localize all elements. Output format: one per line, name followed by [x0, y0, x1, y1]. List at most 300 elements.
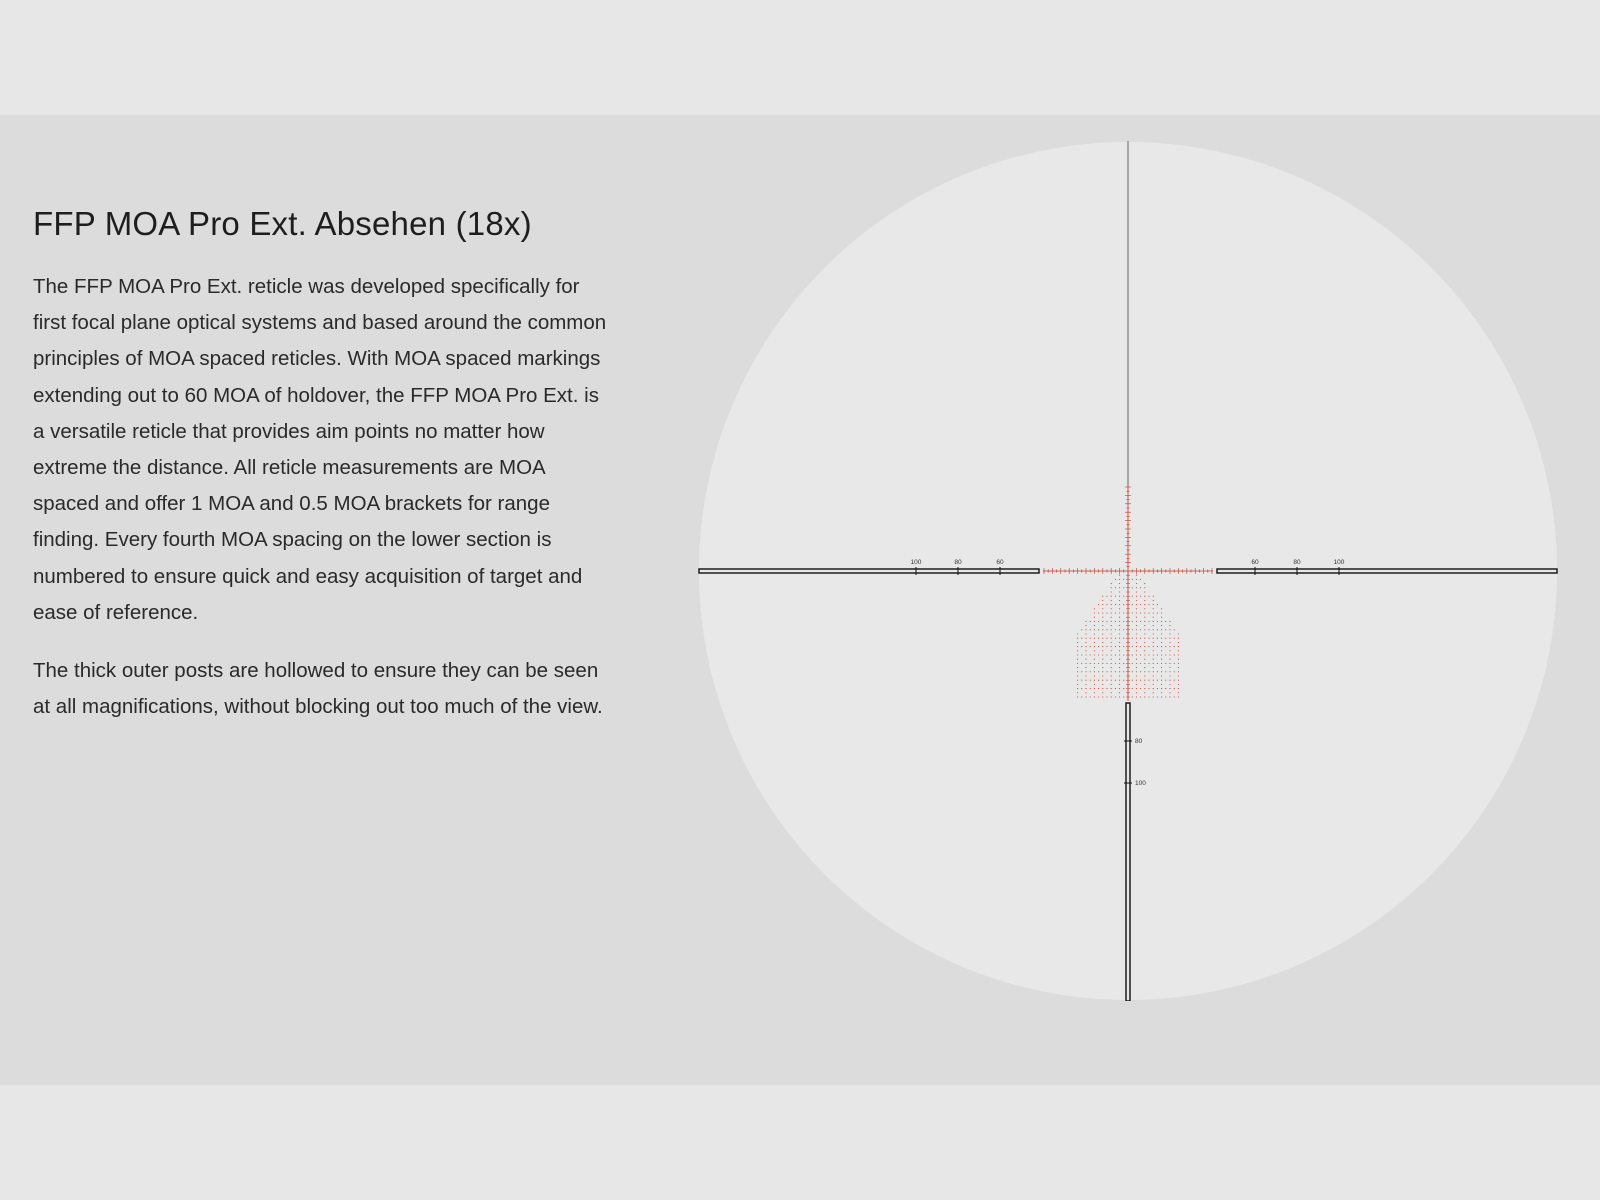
holdover-dot — [1123, 621, 1124, 622]
holdover-dot — [1077, 663, 1078, 664]
holdover-dot — [1136, 654, 1137, 655]
holdover-dot — [1161, 633, 1162, 634]
holdover-dot — [1090, 621, 1091, 622]
holdover-dot — [1102, 650, 1103, 651]
holdover-dot — [1153, 625, 1154, 626]
holdover-dot — [1094, 680, 1095, 681]
holdover-dot — [1094, 621, 1095, 622]
holdover-dot — [1136, 612, 1137, 613]
holdover-dot — [1161, 684, 1162, 685]
holdover-dot — [1174, 646, 1175, 647]
holdover-dot — [1115, 654, 1116, 655]
holdover-dot — [1102, 608, 1103, 609]
holdover-dot — [1144, 629, 1145, 630]
holdover-dot — [1119, 625, 1120, 626]
holdover-dot — [1077, 633, 1078, 634]
holdover-dot — [1081, 638, 1082, 639]
holdover-dot — [1169, 638, 1170, 639]
holdover-dot — [1140, 663, 1141, 664]
holdover-dot — [1085, 688, 1086, 689]
holdover-dot — [1153, 680, 1154, 681]
holdover-dot — [1085, 654, 1086, 655]
holdover-dot — [1106, 596, 1107, 597]
holdover-dot — [1161, 667, 1162, 668]
holdover-dot — [1115, 621, 1116, 622]
holdover-dot — [1153, 604, 1154, 605]
holdover-dot — [1123, 671, 1124, 672]
holdover-dot — [1144, 688, 1145, 689]
holdover-dot — [1077, 654, 1078, 655]
holdover-dot — [1098, 688, 1099, 689]
holdover-dot — [1144, 659, 1145, 660]
holdover-dot — [1115, 604, 1116, 605]
holdover-dot — [1140, 688, 1141, 689]
holdover-dot — [1174, 688, 1175, 689]
holdover-dot — [1153, 663, 1154, 664]
holdover-dot — [1115, 696, 1116, 697]
holdover-dot — [1136, 600, 1137, 601]
holdover-dot — [1094, 692, 1095, 693]
holdover-dot — [1153, 654, 1154, 655]
holdover-dot — [1111, 663, 1112, 664]
holdover-dot — [1081, 671, 1082, 672]
holdover-dot — [1115, 688, 1116, 689]
holdover-dot — [1077, 646, 1078, 647]
holdover-dot — [1178, 659, 1179, 660]
holdover-dot — [1119, 663, 1120, 664]
holdover-dot — [1153, 671, 1154, 672]
holdover-dot — [1111, 646, 1112, 647]
holdover-dot — [1144, 604, 1145, 605]
holdover-dot — [1123, 646, 1124, 647]
holdover-dot — [1178, 671, 1179, 672]
holdover-dot — [1165, 696, 1166, 697]
holdover-dot — [1111, 612, 1112, 613]
holdover-dot — [1161, 646, 1162, 647]
holdover-dot — [1111, 608, 1112, 609]
holdover-dot — [1102, 688, 1103, 689]
holdover-dot — [1178, 663, 1179, 664]
holdover-dot — [1148, 688, 1149, 689]
holdover-dot — [1094, 675, 1095, 676]
holdover-dot — [1085, 638, 1086, 639]
holdover-dot — [1102, 604, 1103, 605]
holdover-dot — [1119, 612, 1120, 613]
holdover-dot — [1132, 654, 1133, 655]
holdover-dot — [1148, 629, 1149, 630]
holdover-dot — [1153, 596, 1154, 597]
holdover-dot — [1081, 663, 1082, 664]
holdover-dot — [1077, 642, 1078, 643]
holdover-dot — [1119, 642, 1120, 643]
holdover-dot — [1153, 650, 1154, 651]
reticle-view — [698, 141, 1558, 1001]
holdover-dot — [1136, 583, 1137, 584]
holdover-dot — [1094, 612, 1095, 613]
holdover-dot — [1144, 591, 1145, 592]
holdover-dot — [1153, 600, 1154, 601]
holdover-dot — [1098, 671, 1099, 672]
holdover-dot — [1174, 654, 1175, 655]
holdover-dot — [1169, 688, 1170, 689]
holdover-dot — [1148, 671, 1149, 672]
holdover-dot — [1119, 667, 1120, 668]
holdover-dot — [1132, 629, 1133, 630]
holdover-dot — [1161, 671, 1162, 672]
holdover-dot — [1140, 629, 1141, 630]
holdover-dot — [1178, 688, 1179, 689]
holdover-dot — [1161, 621, 1162, 622]
holdover-dot — [1140, 621, 1141, 622]
holdover-dot — [1174, 638, 1175, 639]
holdover-dot — [1169, 642, 1170, 643]
holdover-dot — [1169, 680, 1170, 681]
holdover-dot — [1102, 696, 1103, 697]
holdover-dot — [1136, 629, 1137, 630]
left-post-label-100: 100 — [910, 559, 922, 566]
holdover-dot — [1085, 629, 1086, 630]
holdover-dot — [1119, 629, 1120, 630]
holdover-dot — [1165, 621, 1166, 622]
holdover-dot — [1148, 680, 1149, 681]
holdover-dot — [1161, 617, 1162, 618]
holdover-dot — [1077, 675, 1078, 676]
holdover-dot — [1085, 659, 1086, 660]
holdover-dot — [1144, 638, 1145, 639]
holdover-dot — [1094, 629, 1095, 630]
holdover-dot — [1119, 692, 1120, 693]
holdover-dot — [1111, 604, 1112, 605]
holdover-dot — [1169, 675, 1170, 676]
holdover-dot — [1106, 612, 1107, 613]
holdover-dot — [1094, 638, 1095, 639]
holdover-dot — [1102, 671, 1103, 672]
holdover-dot — [1144, 617, 1145, 618]
holdover-dot — [1132, 680, 1133, 681]
holdover-dot — [1132, 587, 1133, 588]
holdover-dot — [1090, 696, 1091, 697]
holdover-dot — [1136, 667, 1137, 668]
holdover-dot — [1161, 629, 1162, 630]
holdover-dot — [1165, 663, 1166, 664]
holdover-dot — [1140, 612, 1141, 613]
holdover-dot — [1136, 663, 1137, 664]
holdover-dot — [1148, 654, 1149, 655]
holdover-dot — [1132, 621, 1133, 622]
holdover-dot — [1165, 629, 1166, 630]
holdover-dot — [1157, 654, 1158, 655]
holdover-dot — [1094, 633, 1095, 634]
holdover-dot — [1136, 646, 1137, 647]
holdover-dot — [1153, 688, 1154, 689]
holdover-dot — [1102, 642, 1103, 643]
holdover-dot — [1153, 629, 1154, 630]
holdover-dot — [1111, 692, 1112, 693]
holdover-dot — [1106, 621, 1107, 622]
reticle-illustration — [698, 141, 1558, 1001]
holdover-dot — [1085, 671, 1086, 672]
holdover-dot — [1157, 671, 1158, 672]
holdover-dot — [1077, 638, 1078, 639]
holdover-dot — [1098, 638, 1099, 639]
holdover-dot — [1157, 629, 1158, 630]
holdover-dot — [1098, 654, 1099, 655]
holdover-dot — [1094, 671, 1095, 672]
holdover-dot — [1161, 696, 1162, 697]
holdover-dot — [1119, 633, 1120, 634]
holdover-dot — [1077, 688, 1078, 689]
holdover-dot — [1081, 629, 1082, 630]
holdover-dot — [1178, 642, 1179, 643]
holdover-dot — [1085, 642, 1086, 643]
holdover-dot — [1094, 667, 1095, 668]
holdover-dot — [1090, 688, 1091, 689]
holdover-dot — [1111, 617, 1112, 618]
holdover-dot — [1111, 638, 1112, 639]
holdover-dot — [1085, 633, 1086, 634]
holdover-dot — [1161, 688, 1162, 689]
holdover-dot — [1153, 612, 1154, 613]
holdover-dot — [1077, 696, 1078, 697]
holdover-dot — [1085, 621, 1086, 622]
holdover-dot — [1077, 692, 1078, 693]
holdover-dot — [1144, 680, 1145, 681]
holdover-dot — [1111, 596, 1112, 597]
holdover-dot — [1144, 692, 1145, 693]
holdover-dot — [1077, 680, 1078, 681]
holdover-dot — [1098, 621, 1099, 622]
holdover-dot — [1111, 688, 1112, 689]
holdover-dot — [1115, 612, 1116, 613]
holdover-dot — [1157, 621, 1158, 622]
holdover-dot — [1102, 600, 1103, 601]
holdover-dot — [1140, 654, 1141, 655]
holdover-dot — [1136, 675, 1137, 676]
right-post-label-60: 60 — [1251, 559, 1259, 566]
holdover-dot — [1119, 604, 1120, 605]
holdover-dot — [1132, 638, 1133, 639]
holdover-dot — [1119, 671, 1120, 672]
holdover-dot — [1140, 696, 1141, 697]
holdover-dot — [1144, 621, 1145, 622]
holdover-dot — [1178, 667, 1179, 668]
holdover-dot — [1165, 646, 1166, 647]
holdover-dot — [1136, 596, 1137, 597]
holdover-dot — [1102, 646, 1103, 647]
page-title: FFP MOA Pro Ext. Absehen (18x) — [33, 205, 532, 242]
holdover-dot — [1090, 671, 1091, 672]
holdover-dot — [1085, 684, 1086, 685]
left-post-label-80: 80 — [954, 559, 962, 566]
holdover-dot — [1085, 680, 1086, 681]
holdover-dot — [1161, 654, 1162, 655]
holdover-dot — [1111, 667, 1112, 668]
holdover-dot — [1153, 659, 1154, 660]
holdover-dot — [1119, 684, 1120, 685]
holdover-dot — [1132, 612, 1133, 613]
holdover-dot — [1098, 629, 1099, 630]
holdover-dot — [1102, 617, 1103, 618]
holdover-dot — [1178, 675, 1179, 676]
holdover-dot — [1161, 675, 1162, 676]
holdover-dot — [1144, 625, 1145, 626]
holdover-dot — [1144, 633, 1145, 634]
holdover-dot — [1115, 671, 1116, 672]
holdover-dot — [1085, 646, 1086, 647]
holdover-dot — [1094, 684, 1095, 685]
holdover-dot — [1165, 671, 1166, 672]
holdover-dot — [1174, 663, 1175, 664]
holdover-dot — [1115, 596, 1116, 597]
description-paragraph-1: The FFP MOA Pro Ext. reticle was developed specifically for first focal plane optical systems and based around the common principles of MOA spaced reticles. With MOA spaced markings extending out to 60 MOA of holdover, the FFP MOA Pro Ext. is a versatile reticle that provides aim points no matter how extreme the distance. All reticle measurements are MOA spaced and offer 1 MOA and 0.5 MOA brackets for range finding. Every fourth MOA spacing on the lower section is numbered to ensure quick and easy acquisition of target and ease of reference. — [33, 275, 607, 624]
left-post-label-60: 60 — [996, 559, 1004, 566]
holdover-dot — [1136, 650, 1137, 651]
holdover-dot — [1102, 625, 1103, 626]
holdover-dot — [1115, 663, 1116, 664]
holdover-dot — [1123, 579, 1124, 580]
holdover-dot — [1169, 692, 1170, 693]
holdover-dot — [1090, 654, 1091, 655]
holdover-dot — [1161, 638, 1162, 639]
holdover-dot — [1077, 667, 1078, 668]
holdover-dot — [1148, 638, 1149, 639]
holdover-dot — [1102, 692, 1103, 693]
holdover-dot — [1174, 680, 1175, 681]
holdover-dot — [1111, 629, 1112, 630]
holdover-dot — [1144, 646, 1145, 647]
holdover-dot — [1119, 659, 1120, 660]
holdover-dot — [1098, 604, 1099, 605]
holdover-dot — [1132, 696, 1133, 697]
holdover-dot — [1102, 654, 1103, 655]
holdover-dot — [1119, 600, 1120, 601]
holdover-dot — [1136, 621, 1137, 622]
holdover-dot — [1136, 579, 1137, 580]
holdover-dot — [1161, 680, 1162, 681]
holdover-dot — [1148, 621, 1149, 622]
holdover-dot — [1119, 596, 1120, 597]
holdover-dot — [1111, 633, 1112, 634]
holdover-dot — [1119, 575, 1120, 576]
holdover-dot — [1102, 596, 1103, 597]
holdover-dot — [1102, 612, 1103, 613]
holdover-dot — [1144, 583, 1145, 584]
holdover-dot — [1136, 608, 1137, 609]
holdover-dot — [1106, 654, 1107, 655]
holdover-dot — [1098, 696, 1099, 697]
holdover-dot — [1106, 688, 1107, 689]
holdover-dot — [1157, 646, 1158, 647]
holdover-dot — [1144, 596, 1145, 597]
holdover-dot — [1119, 680, 1120, 681]
holdover-dot — [1144, 608, 1145, 609]
holdover-dot — [1111, 659, 1112, 660]
holdover-dot — [1169, 650, 1170, 651]
holdover-dot — [1132, 646, 1133, 647]
holdover-dot — [1148, 596, 1149, 597]
holdover-dot — [1144, 663, 1145, 664]
holdover-dot — [1081, 646, 1082, 647]
holdover-dot — [1140, 680, 1141, 681]
holdover-dot — [1178, 692, 1179, 693]
holdover-dot — [1102, 629, 1103, 630]
holdover-dot — [1094, 650, 1095, 651]
holdover-dot — [1111, 600, 1112, 601]
holdover-dot — [1119, 638, 1120, 639]
holdover-dot — [1102, 663, 1103, 664]
holdover-dot — [1140, 596, 1141, 597]
holdover-dot — [1085, 696, 1086, 697]
holdover-dot — [1132, 671, 1133, 672]
holdover-dot — [1148, 604, 1149, 605]
holdover-dot — [1148, 646, 1149, 647]
holdover-dot — [1102, 638, 1103, 639]
holdover-dot — [1119, 688, 1120, 689]
holdover-dot — [1157, 604, 1158, 605]
holdover-dot — [1161, 692, 1162, 693]
holdover-dot — [1111, 696, 1112, 697]
holdover-dot — [1148, 612, 1149, 613]
holdover-dot — [1178, 684, 1179, 685]
holdover-dot — [1136, 680, 1137, 681]
holdover-dot — [1157, 696, 1158, 697]
holdover-dot — [1136, 575, 1137, 576]
holdover-dot — [1106, 629, 1107, 630]
holdover-dot — [1169, 621, 1170, 622]
holdover-dot — [1169, 654, 1170, 655]
holdover-dot — [1115, 638, 1116, 639]
holdover-dot — [1123, 604, 1124, 605]
holdover-dot — [1077, 650, 1078, 651]
holdover-dot — [1090, 646, 1091, 647]
holdover-dot — [1098, 646, 1099, 647]
holdover-dot — [1094, 654, 1095, 655]
holdover-dot — [1136, 642, 1137, 643]
holdover-dot — [1169, 659, 1170, 660]
holdover-dot — [1157, 638, 1158, 639]
holdover-dot — [1153, 646, 1154, 647]
holdover-dot — [1169, 684, 1170, 685]
holdover-dot — [1136, 633, 1137, 634]
description-panel — [33, 205, 613, 747]
holdover-dot — [1161, 650, 1162, 651]
holdover-dot — [1119, 587, 1120, 588]
holdover-dot — [1178, 696, 1179, 697]
holdover-dot — [1174, 696, 1175, 697]
holdover-dot — [1144, 600, 1145, 601]
holdover-dot — [1098, 663, 1099, 664]
holdover-dot — [1178, 680, 1179, 681]
holdover-dot — [1178, 638, 1179, 639]
holdover-dot — [1106, 671, 1107, 672]
holdover-dot — [1136, 692, 1137, 693]
holdover-dot — [1106, 680, 1107, 681]
holdover-dot — [1157, 663, 1158, 664]
holdover-dot — [1090, 680, 1091, 681]
holdover-dot — [1085, 675, 1086, 676]
holdover-dot — [1106, 663, 1107, 664]
holdover-dot — [1085, 650, 1086, 651]
holdover-dot — [1178, 654, 1179, 655]
holdover-dot — [1094, 625, 1095, 626]
holdover-dot — [1119, 608, 1120, 609]
bottom-post-label-80: 80 — [1135, 738, 1143, 745]
holdover-dot — [1123, 663, 1124, 664]
holdover-dot — [1119, 646, 1120, 647]
right-post-label-80: 80 — [1293, 559, 1301, 566]
holdover-dot — [1102, 621, 1103, 622]
holdover-dot — [1169, 646, 1170, 647]
